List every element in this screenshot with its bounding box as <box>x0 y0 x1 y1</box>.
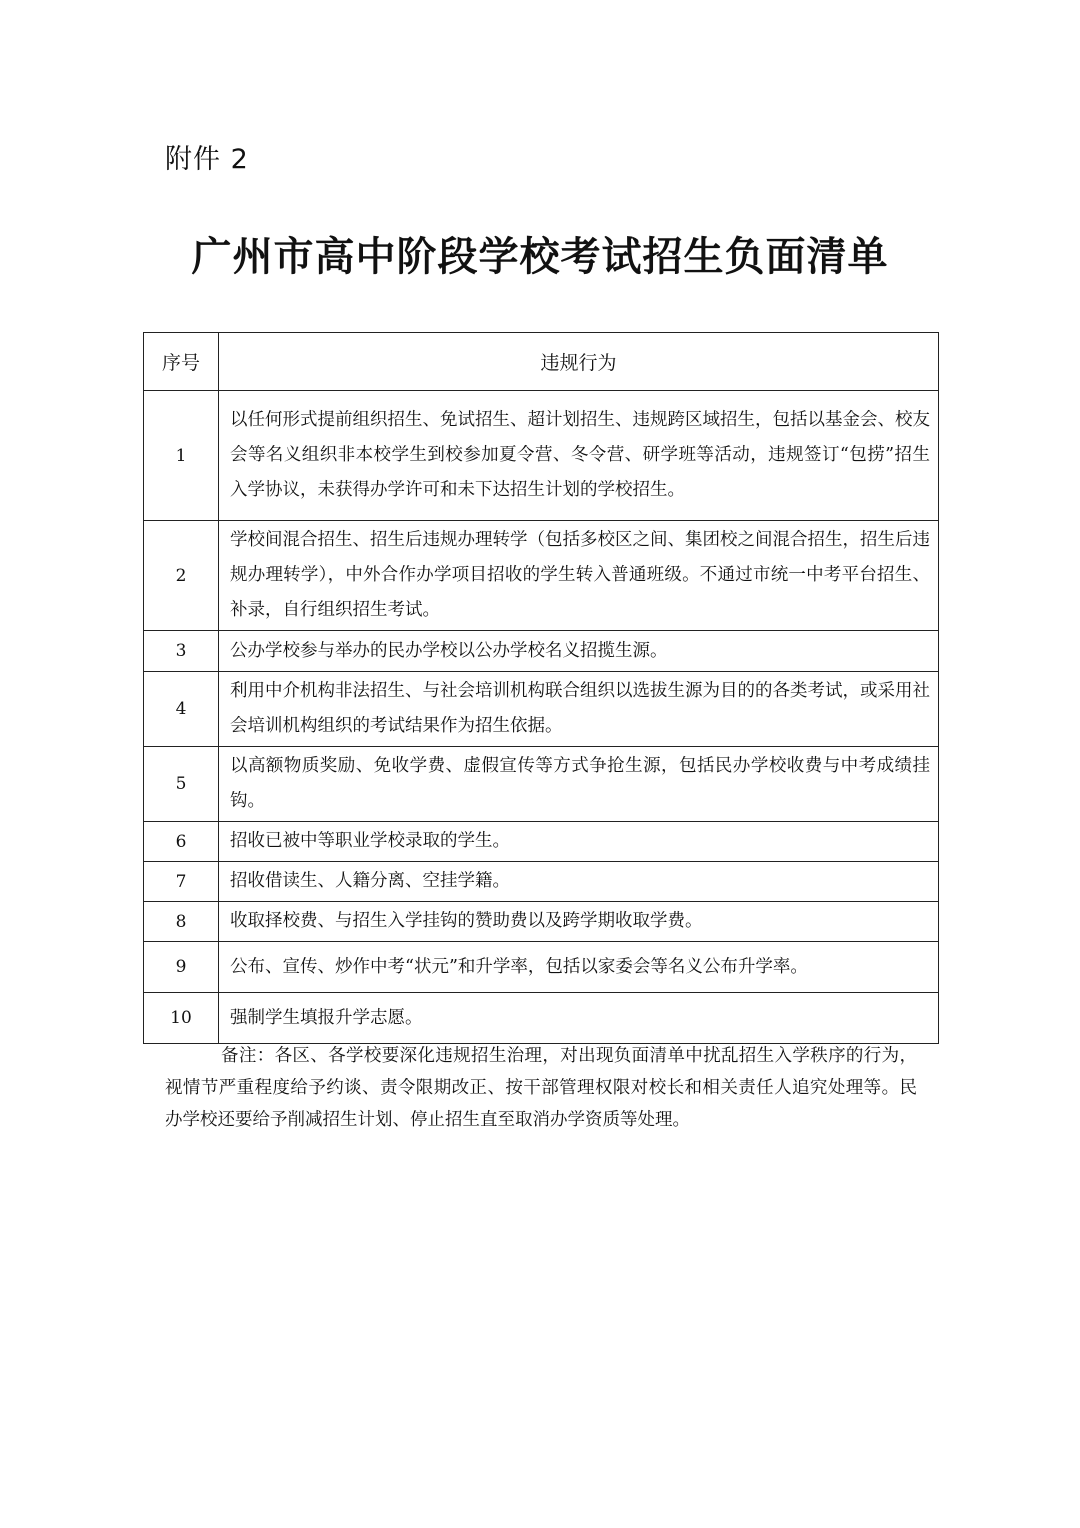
row-text: 公办学校参与举办的民办学校以公办学校名义招揽生源。 <box>219 631 939 672</box>
table-row <box>144 747 939 822</box>
remarks-note: 备注：各区、各学校要深化违规招生治理，对出现负面清单中扰乱招生入学秩序的行为，视情节严重程度给予约谈、责令限期改正、按干部管理权限对校长和相关责任人追究处理等。民办学校还要给予削减招生计划、停止招生直至取消办学资质等处理。 <box>165 1046 917 1130</box>
table-row <box>144 521 939 631</box>
row-number: 3 <box>144 631 219 672</box>
row-number: 7 <box>144 862 219 902</box>
negative-list-table <box>143 332 939 1044</box>
row-number: 1 <box>144 391 219 521</box>
row-text: 以任何形式提前组织招生、免试招生、超计划招生、违规跨区域招生，包括以基金会、校友会等名义组织非本校学生到校参加夏令营、冬令营、研学班等活动，违规签订“包捞”招生入学协议，未获得办学许可和未下达招生计划的学校招生。 <box>219 391 939 521</box>
row-number: 6 <box>144 822 219 862</box>
document-title: 广州市高中阶段学校考试招生负面清单 <box>191 233 889 280</box>
row-text: 强制学生填报升学志愿。 <box>219 993 939 1044</box>
table-row <box>144 822 939 862</box>
table-row <box>144 672 939 747</box>
row-text: 招收已被中等职业学校录取的学生。 <box>219 822 939 862</box>
table-header-row <box>144 333 939 391</box>
row-number: 10 <box>144 993 219 1044</box>
header-violation: 违规行为 <box>219 333 939 391</box>
table-row <box>144 942 939 993</box>
row-number: 5 <box>144 747 219 822</box>
attachment-label: 附件 2 <box>165 144 249 175</box>
row-text: 招收借读生、人籍分离、空挂学籍。 <box>219 862 939 902</box>
table-row <box>144 902 939 942</box>
row-number: 9 <box>144 942 219 993</box>
table-row <box>144 631 939 672</box>
row-text: 学校间混合招生、招生后违规办理转学（包括多校区之间、集团校之间混合招生，招生后违规办理转学），中外合作办学项目招收的学生转入普通班级。不通过市统一中考平台招生、补录，自行组织招生考试。 <box>219 521 939 631</box>
row-number: 4 <box>144 672 219 747</box>
table-row <box>144 391 939 521</box>
table-row <box>144 862 939 902</box>
row-number: 2 <box>144 521 219 631</box>
row-text: 公布、宣传、炒作中考“状元”和升学率，包括以家委会等名义公布升学率。 <box>219 942 939 993</box>
table-row <box>144 993 939 1044</box>
row-text: 利用中介机构非法招生、与社会培训机构联合组织以选拔生源为目的的各类考试，或采用社会培训机构组织的考试结果作为招生依据。 <box>219 672 939 747</box>
row-text: 以高额物质奖励、免收学费、虚假宣传等方式争抢生源，包括民办学校收费与中考成绩挂钩。 <box>219 747 939 822</box>
row-text: 收取择校费、与招生入学挂钩的赞助费以及跨学期收取学费。 <box>219 902 939 942</box>
header-number: 序号 <box>144 333 219 391</box>
row-number: 8 <box>144 902 219 942</box>
